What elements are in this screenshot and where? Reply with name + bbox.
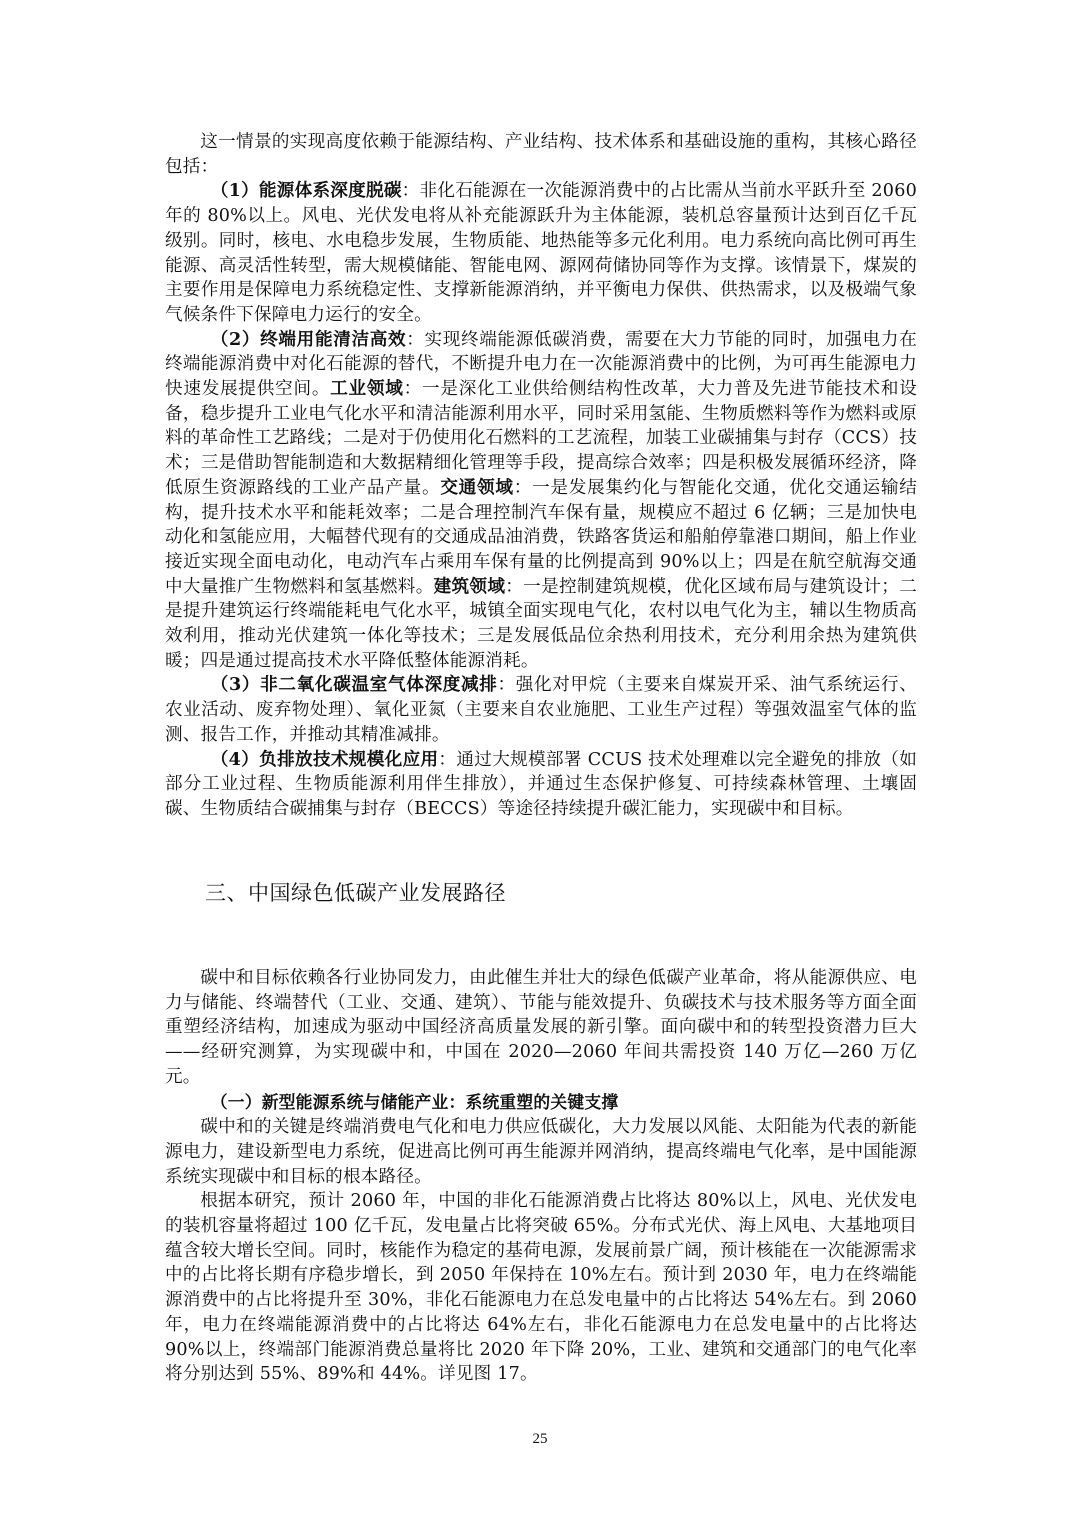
transport-label: 交通领域 [440, 476, 514, 498]
page-number: 25 [532, 1431, 548, 1447]
section-heading: 三、中国绿色低碳产业发展路径 [205, 881, 506, 905]
path-end-use-text: ：实现终端能源低碳消费，需要在大力节能的同时，加强电力在终端能源消费中对化石能源的替代，不断提升电力在一次能源消费中的比例，为可再生能源电力快速发展提供空间。 [165, 329, 917, 400]
path-negative-label: （4）负排放技术规模化应用 [210, 748, 439, 770]
intro-paragraph: 这一情景的实现高度依赖于能源结构、产业结构、技术体系和基础设施的重构，其核心路径包括： [165, 132, 917, 177]
path-energy-label: （1）能源体系深度脱碳 [210, 180, 402, 202]
path-energy-text: ：非化石能源在一次能源消费中的占比需从当前水平跃升至 2060 年的 80%以上。风电、光伏发电将从补充能源跃升为主体能源，装机总容量预计达到百亿千瓦级别。同时，核电、水电稳步发展，生物质能、地热能等多元化利用。电力系统向高比例可再生能源、高灵活性转型，需大规模储能、智能电网、源网荷储协同等作为支撑。该情景下，煤炭的主要作用是保障电力系统稳定性、支撑新能源消纳，并平衡电力保供、供热需求，以及极端气象气候条件下保障电力运行的安全。 [165, 181, 917, 325]
electrification-paragraph: 碳中和的关键是终端消费电气化和电力供应低碳化，大力发展以风能、太阳能为代表的新能源电力，建设新型电力系统，促进高比例可再生能源并网消纳，提高终端电气化率，是中国能源系统实现碳中和目标的根本路径。 [165, 1117, 917, 1187]
path-energy-decarbonization [165, 179, 917, 327]
transport-text: ：一是发展集约化与智能化交通，优化交通运输结构，提升技术水平和能耗效率；二是合理控制汽车保有量，规模应不超过 6 亿辆；三是加快电动化和氢能应用，大幅替代现有的交通成品油消费，铁路客货运和船舶停靠港口期间，船上作业接近实现全面电动化，电动汽车占乘用车保有量的比例提高到 90%以上；四是在航空航海交通中大量推广生物燃料和氢基燃料。 [165, 477, 917, 597]
industry-text: ：一是深化工业供给侧结构性改革，大力普及先进节能技术和设备，稳步提升工业电气化水平和清洁能源利用水平，同时采用氢能、生物质燃料等作为燃料或原料的革命性工艺路线；二是对于仍使用化石燃料的工艺流程，加装工业碳捕集与封存（CCS）技术；三是借助智能制造和大数据精细化管理等手段，提高综合效率；四是积极发展循环经济，降低原生资源路线的工业产品产量。 [165, 379, 917, 498]
path-non-co2-reduction [165, 673, 917, 747]
industry-label: 工业领域 [330, 378, 404, 400]
path-end-use-label: （2）终端用能清洁高效 [210, 328, 407, 350]
path-negative-text: ：通过大规模部署 CCUS 技术处理难以完全避免的排放（如部分工业过程、生物质能源利用伴生排放），并通过生态保护修复、可持续森林管理、土壤固碳、生物质结合碳捕集与封存（BECCS）等途径持续提升碳汇能力，实现碳中和目标。 [165, 749, 918, 819]
subsection-heading-text: （一）新型能源系统与储能产业：系统重塑的关键支撑 [210, 1091, 619, 1112]
subsection-heading [165, 1090, 917, 1116]
path-negative-emissions [165, 748, 917, 822]
industry-intro-paragraph: 碳中和目标依赖各行业协同发力，由此催生并壮大的绿色低碳产业革命，将从能源供应、电力与储能、终端替代（工业、交通、建筑）、节能与能效提升、负碳技术与技术服务等方面全面重塑经济结构，加速成为驱动中国经济高质量发展的新引擎。面向碳中和的转型投资潜力巨大——经研究测算，为实现碳中和，中国在 2020—2060 年间共需投资 140 万亿—260 万亿元。 [165, 968, 917, 1087]
building-text: ：一是控制建筑规模，优化区域布局与建筑设计；二是提升建筑运行终端能耗电气化水平，城镇全面实现电气化，农村以电气化为主，辅以生物质高效利用，推动光伏建筑一体化等技术；三是发展低品位余热利用技术，充分利用余热为建筑供暖；四是通过提高技术水平降低整体能源消耗。 [165, 576, 917, 671]
building-label: 建筑领域 [433, 575, 506, 597]
path-end-use-efficiency [165, 328, 917, 674]
industry-path-section [165, 966, 917, 1387]
core-paths-section [165, 130, 917, 822]
path-non-co2-label: （3）非二氧化碳温室气体深度减排 [210, 674, 498, 696]
path-non-co2-text: ：强化对甲烷（主要来自煤炭开采、油气系统运行、农业活动、废弃物处理）、氧化亚氮（主要来自农业施肥、工业生产过程）等强效温室气体的监测、报告工作，并推动其精准减排。 [165, 675, 917, 745]
forecast-paragraph: 根据本研究，预计 2060 年，中国的非化石能源消费占比将达 80%以上，风电、光伏发电的装机容量将超过 100 亿千瓦，发电量占比将突破 65%。分布式光伏、海上风电、大基地项目蕴含较大增长空间。同时，核能作为稳定的基荷电源，发展前景广阔，预计核能在一次能源需求中的占比将长期有序稳步增长，到 2050 年保持在 10%左右。预计到 2030 年，电力在终端能源消费中的占比将提升至 30%，非化石能源电力在总发电量中的占比将达 54%左右。到 2060 年，电力在终端能源消费中的占比将达 64%左右，非化石能源电力在总发电量中的占比将达 90%以上，终端部门能源消费总量将比 2020 年下降 20%，工业、建筑和交通部门的电气化率将分别达到 55%、89%和 44%。详见图 17。 [165, 1191, 917, 1385]
